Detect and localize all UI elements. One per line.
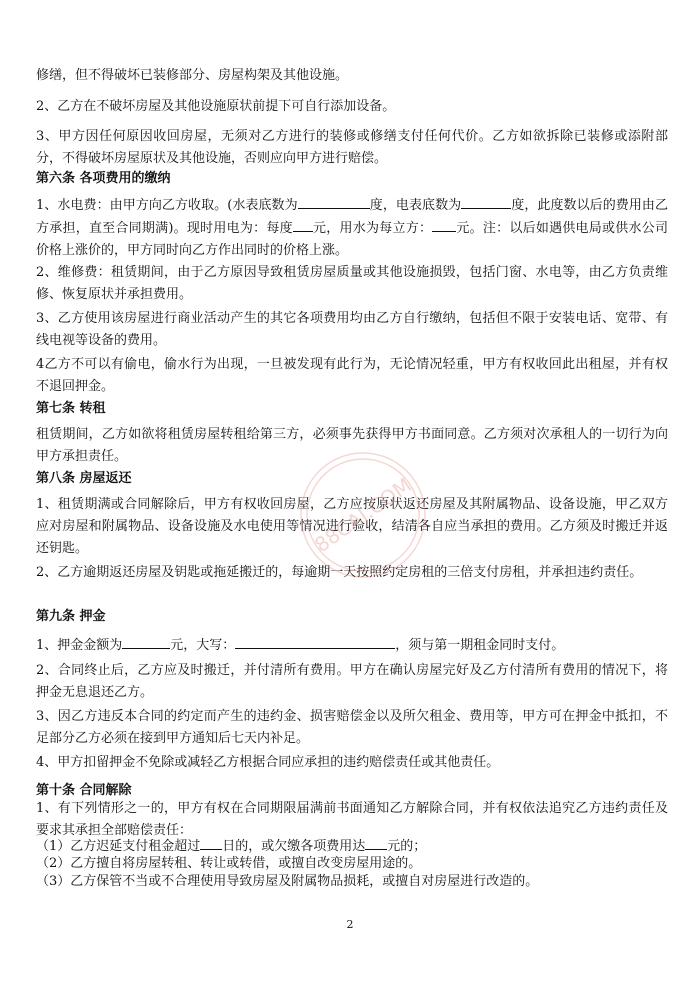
water-price-blank[interactable] (432, 217, 456, 232)
list-item-damage: （3）乙方保管不当或不合理使用导致房屋及附属物品损耗，或擅自对房屋进行改造的。 (36, 874, 539, 889)
section-9-title: 第九条 押金 (36, 609, 106, 624)
paragraph-repair-continued: 修缮，但不得破坏已装修部分、房屋构架及其他设施。 (36, 68, 349, 83)
paragraph-no-theft: 4乙方不可以有偷电，偷水行为出现，一旦被发现有此行为，无论情况轻重，甲方有权收回此出租屋，并有权不退回押金。 (36, 357, 668, 394)
page-number: 2 (346, 918, 354, 931)
electric-meter-blank[interactable] (461, 194, 511, 209)
list-item-sublet: （2）乙方擅自将房屋转租、转让或转借，或擅自改变房屋用途的。 (36, 856, 422, 871)
paragraph-deposit-deduction: 3、因乙方违反本合同的约定而产生的违约金、损害赔偿金以及所欠租金、费用等，甲方可在押金中抵扣，不足部分乙方必须在接到甲方通知后七天内补足。 (36, 709, 668, 746)
water-meter-blank[interactable] (298, 194, 370, 209)
paragraph-utilities: 1、水电费：由甲方向乙方收取。(水表底数为 度，电表底数为 度，此度数以后的费用由乙方承担，直至合同期满)。现时用电为：每度 元，用水为每立方： 元。注：以后如遇供电局或供水公司价格上涨价的，甲方同时向乙方作出同时的价格上涨。 (36, 194, 668, 262)
section-10-title: 第十条 合同解除 (36, 783, 132, 798)
paragraph-deposit-refund: 2、合同终止后，乙方应及时搬迁，并付清所有费用。甲方在确认房屋完好及乙方付清所有费用的情况下，将押金无息退还乙方。 (36, 663, 668, 700)
paragraph-deposit-amount: 1、押金金额为 元，大写： ，须与第一期租金同时支付。 (36, 634, 668, 657)
list-item-late-rent: （1）乙方迟延支付租金超过 日的，或欠缴各项费用达 元的； (36, 835, 668, 858)
deposit-amount-words-blank[interactable] (235, 634, 395, 649)
section-7-title: 第七条 转租 (36, 401, 106, 416)
section-6-title: 第六条 各项费用的缴纳 (36, 171, 171, 186)
watermark-text: 88CAI.COM (310, 472, 416, 558)
paragraph-return-house: 1、租赁期满或合同解除后，甲方有权收回房屋，乙方应按原状返还房屋及其附属物品、设备设施，甲乙双方应对房屋和附属物品、设备设施及水电使用等情况进行验收，结清各自应当承担的费用。乙方须及时搬迁并返还钥匙。 (36, 497, 668, 556)
paragraph-sublease: 租赁期间，乙方如欲将租赁房屋转租给第三方，必须事先获得甲方书面同意。乙方须对次承租人的一切行为向甲方承担责任。 (36, 427, 668, 464)
paragraph-add-equipment: 2、乙方在不破坏房屋及其他设施原状前提下可自行添加设备。 (36, 99, 396, 114)
electric-price-blank[interactable] (293, 217, 313, 232)
paragraph-deposit-liability: 4、甲方扣留押金不免除或减轻乙方根据合同应承担的违约赔偿责任或其他责任。 (36, 755, 500, 770)
section-8-title: 第八条 房屋返还 (36, 471, 132, 486)
paragraph-other-fees: 3、乙方使用该房屋进行商业活动产生的其它各项费用均由乙方自行缴纳，包括但不限于安装电话、宽带、有线电视等设备的费用。 (36, 311, 668, 348)
paragraph-late-return: 2、乙方逾期返还房屋及钥匙或拖延搬迁的，每逾期一天按照约定房租的三倍支付房租，并承担违约责任。 (36, 565, 643, 580)
deposit-amount-blank[interactable] (122, 634, 170, 649)
paragraph-maintenance: 2、维修费：租赁期间，由于乙方原因导致租赁房屋质量或其他设施损毁，包括门窗、水电等，由乙方负责维修、恢复原状并承担费用。 (36, 265, 668, 302)
paragraph-reclaim-house: 3、甲方因任何原因收回房屋，无须对乙方进行的装修或修缮支付任何代价。乙方如欲拆除已装修或添附部分，不得破坏房屋原状及其他设施，否则应向甲方进行赔偿。 (36, 129, 668, 166)
late-days-blank[interactable] (200, 835, 222, 850)
paragraph-termination: 1、有下列情形之一的，甲方有权在合同期限届满前书面通知乙方解除合同，并有权依法追究乙方违约责任及要求其承担全部赔偿责任： (36, 801, 668, 838)
arrears-amount-blank[interactable] (365, 835, 387, 850)
